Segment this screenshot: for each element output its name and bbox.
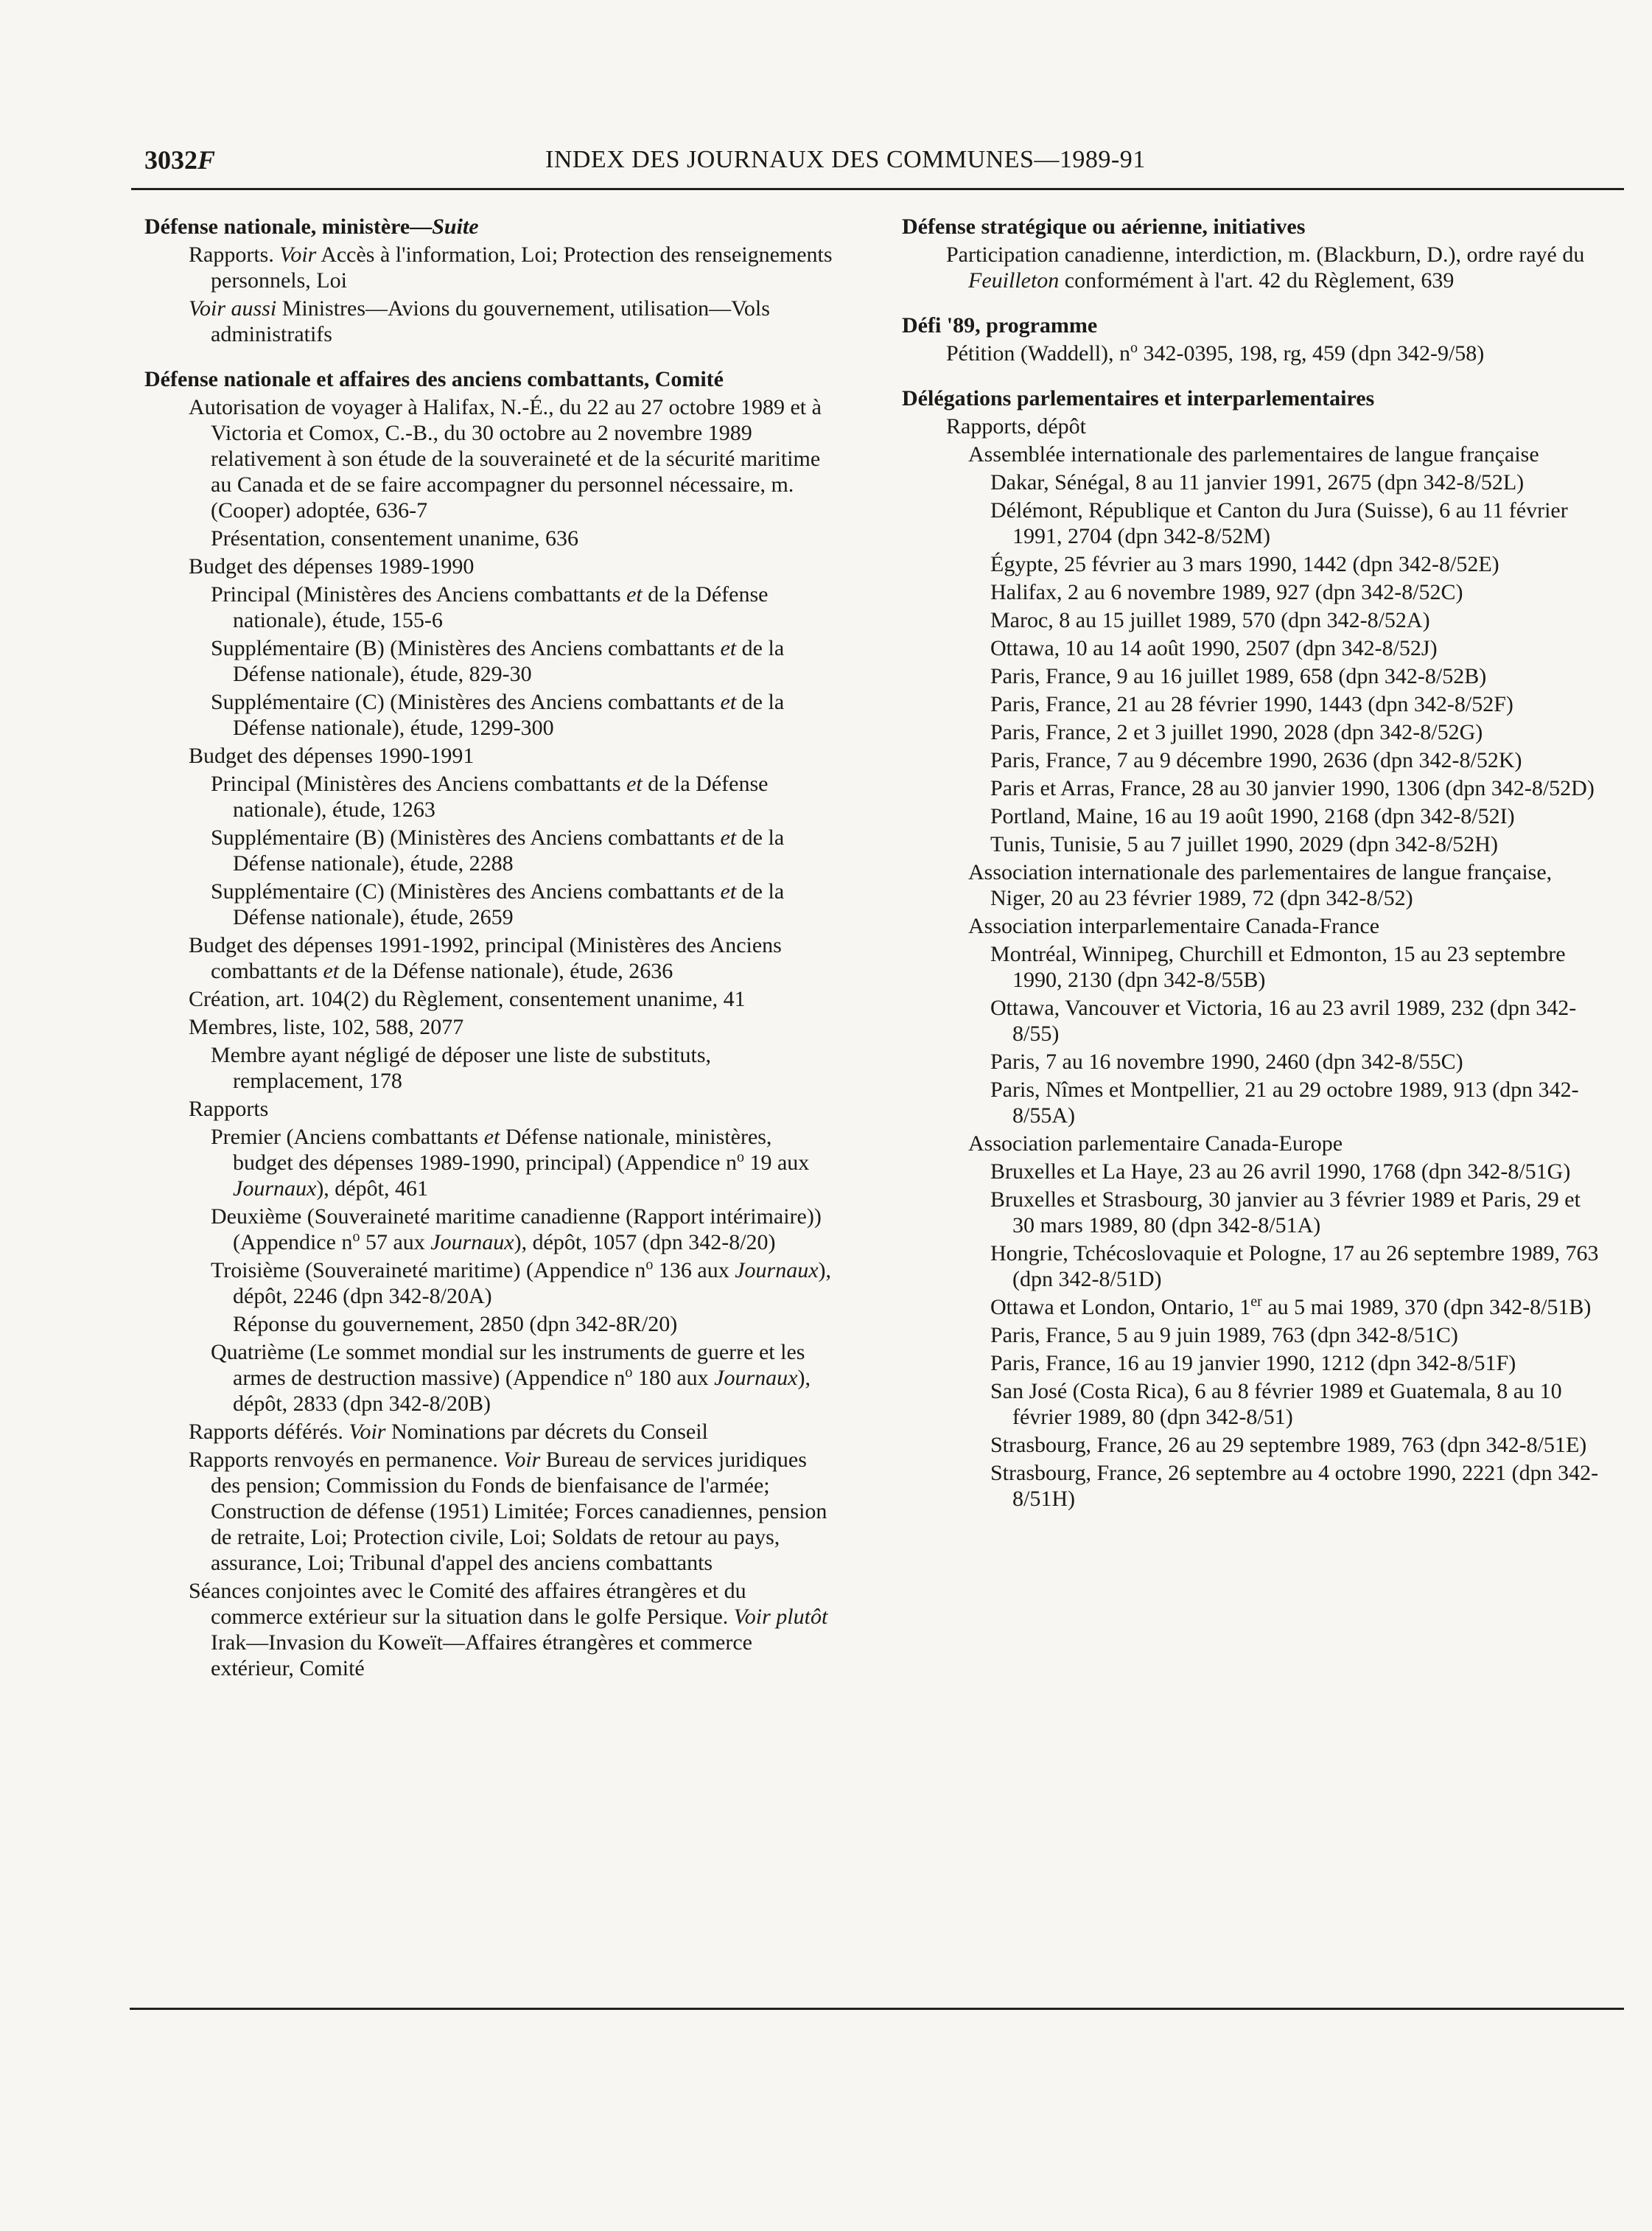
index-entry: Principal (Ministères des Anciens combattants et de la Défense nationale), étude, 155-6 [211,582,769,632]
index-entry: Ottawa et London, Ontario, 1er au 5 mai 1989, 370 (dpn 342-8/51B) [990,1293,1592,1319]
index-column-left [144,214,837,1681]
index-entry: Séances conjointes avec le Comité des affaires étrangères et du commerce extérieur sur la situation dans le golfe Persique. Voir plutôt Irak—Invasion du Koweït—Affaires étrangères et commerce extérieur, Comité [189,1579,828,1680]
index-entry: Tunis, Tunisie, 5 au 7 juillet 1990, 2029 (dpn 342-8/52H) [990,832,1498,856]
index-entry: Quatrième (Le sommet mondial sur les instruments de guerre et les armes de destruction massive) (Appendice $n^o$ 180 aux Journaux), dépôt, 2833 (dpn 342-8/20B) [211,1340,811,1416]
index-entry: Supplémentaire (C) (Ministères des Anciens combattants et de la Défense nationale), étude, 1299-300 [211,690,785,740]
index-entry: Budget des dépenses 1989-1990 [189,554,475,579]
footer-rule [130,2008,1624,2010]
index-heading: Défense nationale et affaires des anciens combattants, Comité [144,367,724,391]
header-rule [131,188,1624,190]
index-heading: Délégations parlementaires et interparlementaires [902,386,1375,411]
index-entry: Rapports. Voir Accès à l'information, Loi; Protection des renseignements personnels, Loi [189,242,833,293]
index-entry: Budget des dépenses 1990-1991 [189,744,475,768]
index-entry: Troisième (Souveraineté maritime) (Appendice $n^o$ 136 aux Journaux), dépôt, 2246 (dpn 342-8/20A) [211,1257,832,1308]
index-entry: Égypte, 25 février au 3 mars 1990, 1442 (dpn 342-8/52E) [990,552,1499,576]
index-entry: Paris, France, 5 au 9 juin 1989, 763 (dpn 342-8/51C) [990,1323,1458,1347]
index-entry: Pétition (Waddell), $n^o$ 342-0395, 198, rg, 459 (dpn 342-9/58) [946,340,1485,366]
index-entry: Réponse du gouvernement, 2850 (dpn 342-8R/20) [233,1312,678,1336]
page-number-digits: 3032 [144,145,197,175]
index-entry: Paris, Nîmes et Montpellier, 21 au 29 octobre 1989, 913 (dpn 342-8/55A) [990,1078,1579,1128]
index-entry: Paris, 7 au 16 novembre 1990, 2460 (dpn 342-8/55C) [990,1050,1463,1074]
index-entry: Strasbourg, France, 26 au 29 septembre 1989, 763 (dpn 342-8/51E) [990,1433,1587,1457]
index-entry: Délémont, République et Canton du Jura (Suisse), 6 au 11 février 1991, 2704 (dpn 342-8/52M) [990,498,1568,548]
index-entry: Budget des dépenses 1991-1992, principal (Ministères des Anciens combattants et de la Défense nationale), étude, 2636 [189,933,782,983]
index-entry: Association internationale des parlementaires de langue française, Niger, 20 au 23 février 1989, 72 (dpn 342-8/52) [968,860,1553,910]
index-heading: Défense nationale, ministère—Suite [144,214,479,239]
index-entry: Portland, Maine, 16 au 19 août 1990, 2168 (dpn 342-8/52I) [990,804,1515,828]
index-column-right [902,214,1602,1512]
index-entry: Paris et Arras, France, 28 au 30 janvier 1990, 1306 (dpn 342-8/52D) [990,776,1595,800]
index-entry: Assemblée internationale des parlementaires de langue française [968,442,1539,467]
index-entry: Principal (Ministères des Anciens combattants et de la Défense nationale), étude, 1263 [211,772,769,822]
index-entry: Participation canadienne, interdiction, m. (Blackburn, D.), ordre rayé du Feuilleton conformément à l'art. 42 du Règlement, 639 [946,242,1585,293]
index-entry: Rapports renvoyés en permanence. Voir Bureau de services juridiques des pension; Commission du Fonds de bienfaisance de l'armée; Construction de défense (1951) Limitée; Forces canadiennes, pension de retraite, Loi; Protection civile, Loi; Soldats de retour au pays, assurance, Loi; Tribunal d'appel des anciens combattants [189,1448,827,1575]
index-entry: Autorisation de voyager à Halifax, N.-É., du 22 au 27 octobre 1989 et à Victoria et Comox, C.-B., du 30 octobre au 2 novembre 1989 relativement à son étude de la souveraineté et de la sécurité maritime au Canada et de se faire accompagner du personnel nécessaire, m. (Cooper) adoptée, 636-7 [189,395,822,523]
index-entry: Ottawa, 10 au 14 août 1990, 2507 (dpn 342-8/52J) [990,636,1438,660]
index-entry: Présentation, consentement unanime, 636 [211,526,579,551]
index-entry: Rapports [189,1097,269,1121]
index-heading: Défi '89, programme [902,313,1098,338]
index-entry: Rapports, dépôt [946,414,1086,439]
index-entry: Supplémentaire (B) (Ministères des Anciens combattants et de la Défense nationale), étude, 2288 [211,825,785,876]
index-entry: Rapports déférés. Voir Nominations par décrets du Conseil [189,1420,708,1444]
index-entry: Deuxième (Souveraineté maritime canadienne (Rapport intérimaire)) (Appendice $n^o$ 57 aux Journaux), dépôt, 1057 (dpn 342-8/20) [211,1204,822,1254]
index-entry: Membres, liste, 102, 588, 2077 [189,1015,464,1039]
index-entry: Association interparlementaire Canada-France [968,914,1380,938]
index-entry: Bruxelles et La Haye, 23 au 26 avril 1990, 1768 (dpn 342-8/51G) [990,1159,1571,1184]
index-entry: Paris, France, 7 au 9 décembre 1990, 2636 (dpn 342-8/52K) [990,748,1522,772]
index-entry: Membre ayant négligé de déposer une liste de substituts, remplacement, 178 [211,1043,711,1093]
index-entry: Halifax, 2 au 6 novembre 1989, 927 (dpn 342-8/52C) [990,580,1463,604]
index-entry: Voir aussi Ministres—Avions du gouvernement, utilisation—Vols administratifs [189,296,770,346]
running-title: INDEX DES JOURNAUX DES COMMUNES—1989-91 [545,146,1146,173]
index-entry: Ottawa, Vancouver et Victoria, 16 au 23 avril 1989, 232 (dpn 342-8/55) [990,996,1577,1046]
index-entry: Paris, France, 16 au 19 janvier 1990, 1212 (dpn 342-8/51F) [990,1351,1516,1375]
index-heading: Défense stratégique ou aérienne, initiatives [902,214,1306,239]
index-entry: Dakar, Sénégal, 8 au 11 janvier 1991, 2675 (dpn 342-8/52L) [990,470,1525,495]
index-entry: Maroc, 8 au 15 juillet 1989, 570 (dpn 342-8/52A) [990,608,1430,632]
index-entry: Création, art. 104(2) du Règlement, consentement unanime, 41 [189,987,746,1011]
index-entry: San José (Costa Rica), 6 au 8 février 1989 et Guatemala, 8 au 10 février 1989, 80 (dpn 342-8/51) [990,1379,1562,1429]
page-number [144,144,215,175]
index-entry: Paris, France, 9 au 16 juillet 1989, 658 (dpn 342-8/52B) [990,664,1487,688]
index-entry: Hongrie, Tchécoslovaquie et Pologne, 17 au 26 septembre 1989, 763 (dpn 342-8/51D) [990,1241,1599,1291]
index-entry: Association parlementaire Canada-Europe [968,1131,1343,1156]
index-entry: Montréal, Winnipeg, Churchill et Edmonton, 15 au 23 septembre 1990, 2130 (dpn 342-8/55B) [990,942,1566,992]
index-entry: Premier (Anciens combattants et Défense nationale, ministères, budget des dépenses 1989-1990, principal) (Appendice $n^o$ 19 aux Journaux), dépôt, 461 [211,1125,810,1201]
index-entry: Supplémentaire (B) (Ministères des Anciens combattants et de la Défense nationale), étude, 829-30 [211,636,785,686]
page-number-suffix: F [197,145,216,175]
index-entry: Bruxelles et Strasbourg, 30 janvier au 3 février 1989 et Paris, 29 et 30 mars 1989, 80 (dpn 342-8/51A) [990,1187,1581,1237]
index-entry: Paris, France, 21 au 28 février 1990, 1443 (dpn 342-8/52F) [990,692,1513,716]
index-entry: Supplémentaire (C) (Ministères des Anciens combattants et de la Défense nationale), étude, 2659 [211,879,785,929]
index-entry: Strasbourg, France, 26 septembre au 4 octobre 1990, 2221 (dpn 342-8/51H) [990,1461,1599,1511]
index-entry: Paris, France, 2 et 3 juillet 1990, 2028 (dpn 342-8/52G) [990,720,1483,744]
